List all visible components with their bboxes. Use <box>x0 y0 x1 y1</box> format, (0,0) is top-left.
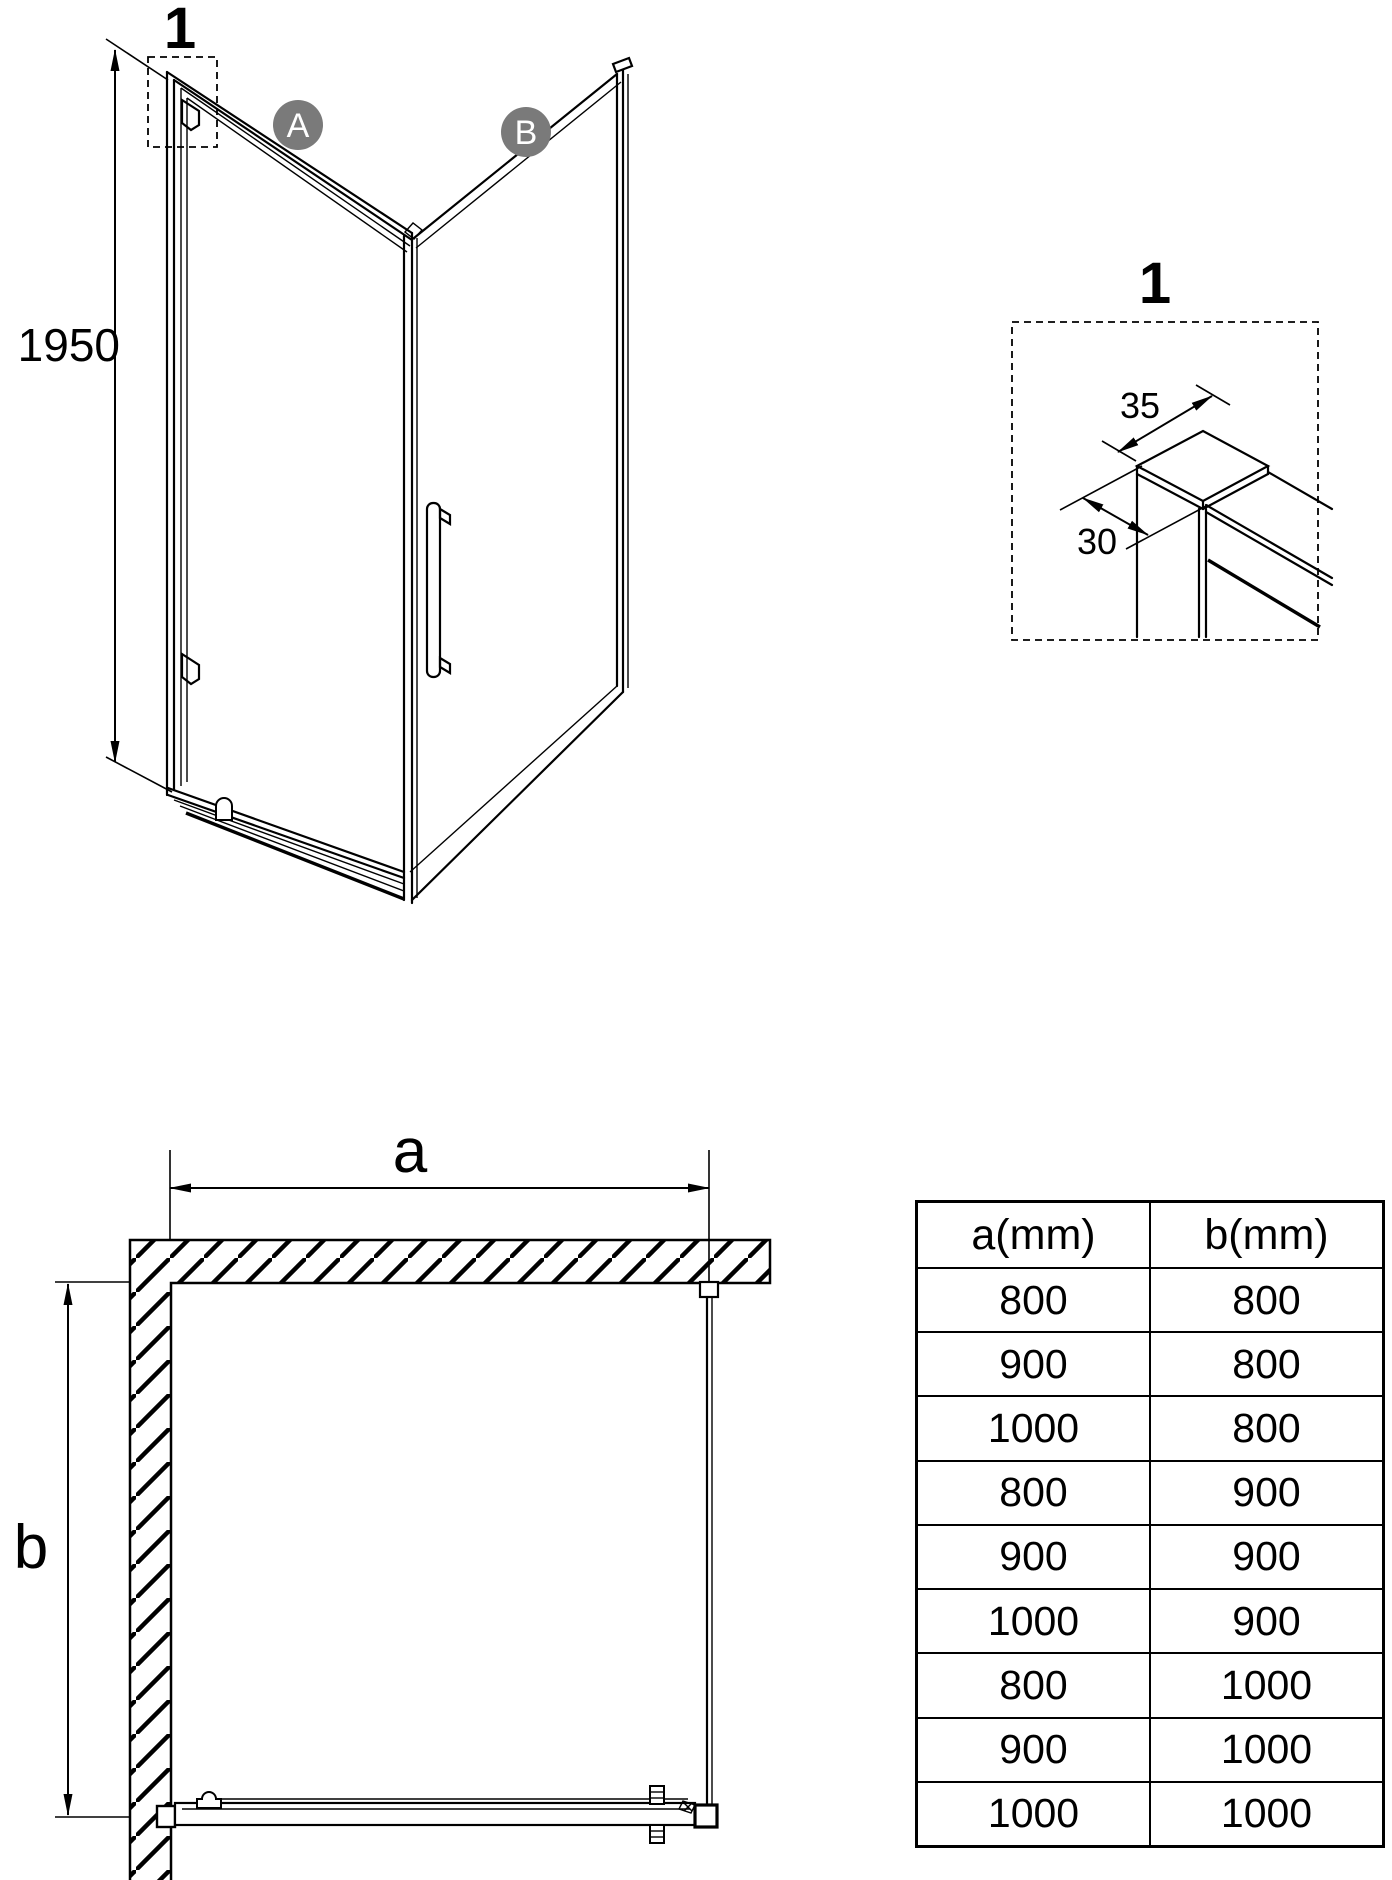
cell-a: 1000 <box>917 1589 1151 1653</box>
cell-a: 900 <box>917 1525 1151 1589</box>
height-dimension <box>18 39 172 792</box>
table-row <box>917 1461 1384 1525</box>
panel-b-letter: B <box>514 114 538 152</box>
panel-a-badge <box>273 100 323 150</box>
detail-view <box>1012 251 1332 640</box>
glass-clip <box>197 1792 221 1808</box>
col-header-a: a(mm) <box>917 1202 1151 1269</box>
table-row <box>917 1332 1384 1396</box>
dim-b <box>14 1282 130 1817</box>
table-row <box>917 1653 1384 1717</box>
cell-b: 900 <box>1150 1461 1384 1525</box>
panel-b-badge <box>501 107 551 157</box>
detail-callout-label: 1 <box>1138 251 1172 316</box>
table-row <box>917 1589 1384 1653</box>
table-row <box>917 1718 1384 1782</box>
cell-a: 800 <box>917 1653 1151 1717</box>
bottom-hinge <box>182 654 199 684</box>
detail-dim-30 <box>1060 466 1208 562</box>
cell-a: 1000 <box>917 1782 1151 1847</box>
cell-a: 900 <box>917 1332 1151 1396</box>
size-table <box>915 1200 1385 1848</box>
door-panel-a <box>167 72 450 903</box>
door-bar <box>175 1803 695 1825</box>
cell-a: 900 <box>917 1718 1151 1782</box>
profile-drawing <box>1137 431 1332 637</box>
cell-b: 900 <box>1150 1525 1384 1589</box>
cell-b: 1000 <box>1150 1718 1384 1782</box>
wall-profile-cap <box>613 58 632 72</box>
table-row <box>917 1525 1384 1589</box>
cell-a: 800 <box>917 1461 1151 1525</box>
side-panel-plan <box>700 1282 718 1808</box>
dim-b-label: b <box>13 1513 49 1582</box>
sill-bracket <box>216 798 232 820</box>
plan-view <box>14 1117 770 1880</box>
wall-bracket <box>700 1282 718 1297</box>
table-row <box>917 1396 1384 1460</box>
table-row <box>917 1268 1384 1332</box>
col-header-b: b(mm) <box>1150 1202 1384 1269</box>
cell-b: 800 <box>1150 1332 1384 1396</box>
cell-a: 1000 <box>917 1396 1151 1460</box>
cell-b: 800 <box>1150 1396 1384 1460</box>
dim-a-label: a <box>392 1117 428 1186</box>
height-dim-label: 1950 <box>17 319 120 371</box>
detail-dim-35-label: 35 <box>1119 385 1161 426</box>
door-plan <box>157 1786 717 1843</box>
cell-b: 900 <box>1150 1589 1384 1653</box>
table-row <box>917 1782 1384 1847</box>
side-panel-b <box>410 58 632 900</box>
door-handle <box>427 503 450 677</box>
table-header-row <box>917 1202 1384 1269</box>
cell-b: 1000 <box>1150 1782 1384 1847</box>
panel-a-letter: A <box>286 107 310 145</box>
hinge-block <box>157 1806 175 1827</box>
iso-view <box>18 0 632 903</box>
cell-b: 1000 <box>1150 1653 1384 1717</box>
detail-dim-30-label: 30 <box>1076 521 1118 562</box>
wall-hatching <box>130 1240 770 1880</box>
iso-callout-label: 1 <box>163 0 197 61</box>
cell-a: 800 <box>917 1268 1151 1332</box>
cell-b: 800 <box>1150 1268 1384 1332</box>
